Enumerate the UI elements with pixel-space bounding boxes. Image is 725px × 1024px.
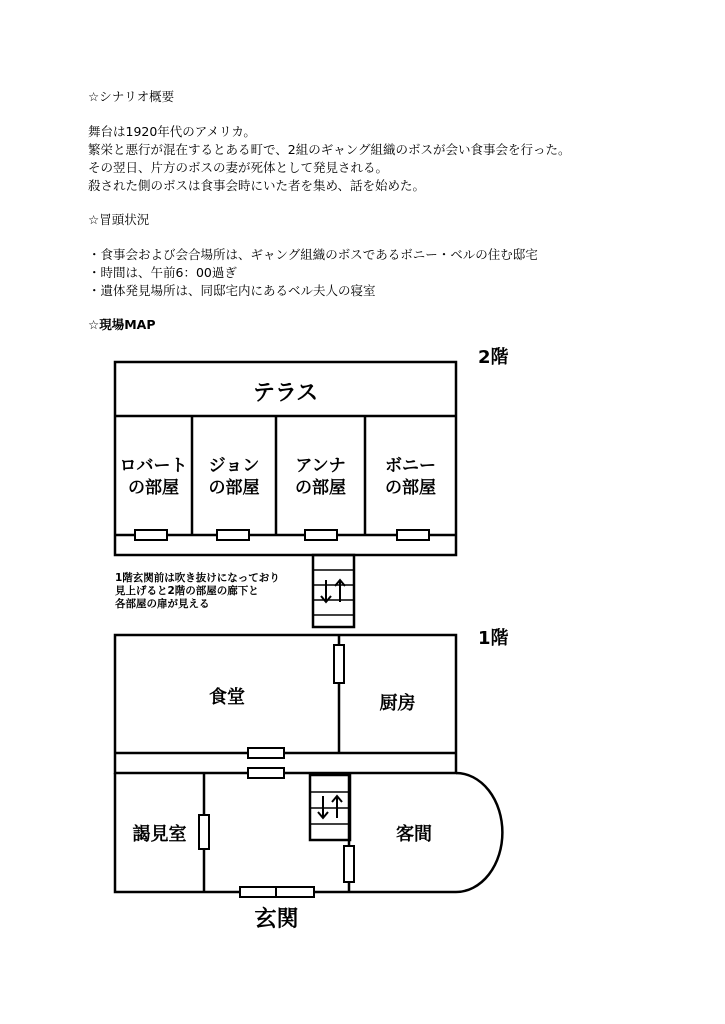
door-john bbox=[217, 530, 249, 540]
opening-item: ・遺体発見場所は、同邸宅内にあるベル夫人の寝室 bbox=[88, 283, 376, 298]
kitchen-label: 厨房 bbox=[379, 693, 416, 714]
door-entrance-left bbox=[240, 887, 276, 897]
room-anna-label: アンナ の部屋 bbox=[295, 456, 346, 498]
room-john-label: ジョン の部屋 bbox=[208, 456, 260, 498]
door-bonnie bbox=[397, 530, 429, 540]
scenario-heading: ☆シナリオ概要 bbox=[88, 89, 175, 104]
floor1-label: 1階 bbox=[478, 628, 509, 649]
terrace-label: テラス bbox=[252, 381, 319, 406]
opening-heading: ☆冒頭状況 bbox=[88, 212, 150, 227]
scenario-line: 舞台は1920年代のアメリカ。 bbox=[88, 124, 256, 139]
door-hall bbox=[248, 768, 284, 778]
door-entrance-right bbox=[276, 887, 314, 897]
opening-item: ・時間は、午前6：00過ぎ bbox=[88, 265, 237, 280]
audience-room-label: 謁見室 bbox=[132, 824, 187, 845]
scenario-line: 繁栄と悪行が混在するとある町で、2組のギャング組織のボスが会い食事会を行った。 bbox=[88, 142, 571, 157]
door-robert bbox=[135, 530, 167, 540]
stair-arrow-icon bbox=[318, 796, 342, 818]
door-kitchen bbox=[334, 645, 344, 683]
entrance-label: 玄関 bbox=[254, 907, 299, 932]
stair-arrow-icon bbox=[321, 580, 345, 602]
door-guest bbox=[344, 846, 354, 882]
dining-label: 食堂 bbox=[209, 687, 245, 708]
map-heading: ☆現場MAP bbox=[88, 317, 156, 332]
scenario-line: その翌日、片方のボスの妻が死体として発見される。 bbox=[88, 160, 389, 175]
room-robert-label: ロバート の部屋 bbox=[119, 456, 188, 498]
atrium-note: 1階玄関前は吹き抜けになっており 見上げると2階の部屋の廊下と 各部屋の扉が見える bbox=[115, 572, 280, 610]
opening-item: ・食事会および会合場所は、ギャング組織のボスであるボニー・ベルの住む邸宅 bbox=[88, 247, 538, 262]
door-dining bbox=[248, 748, 284, 758]
scenario-line: 殺された側のボスは食事会時にいた者を集め、話を始めた。 bbox=[88, 178, 426, 193]
door-anna bbox=[305, 530, 337, 540]
guest-room-label: 客間 bbox=[396, 824, 432, 845]
room-bonnie-label: ボニー の部屋 bbox=[385, 456, 436, 498]
stair-floor2 bbox=[313, 555, 354, 627]
floor2-label: 2階 bbox=[478, 347, 509, 368]
